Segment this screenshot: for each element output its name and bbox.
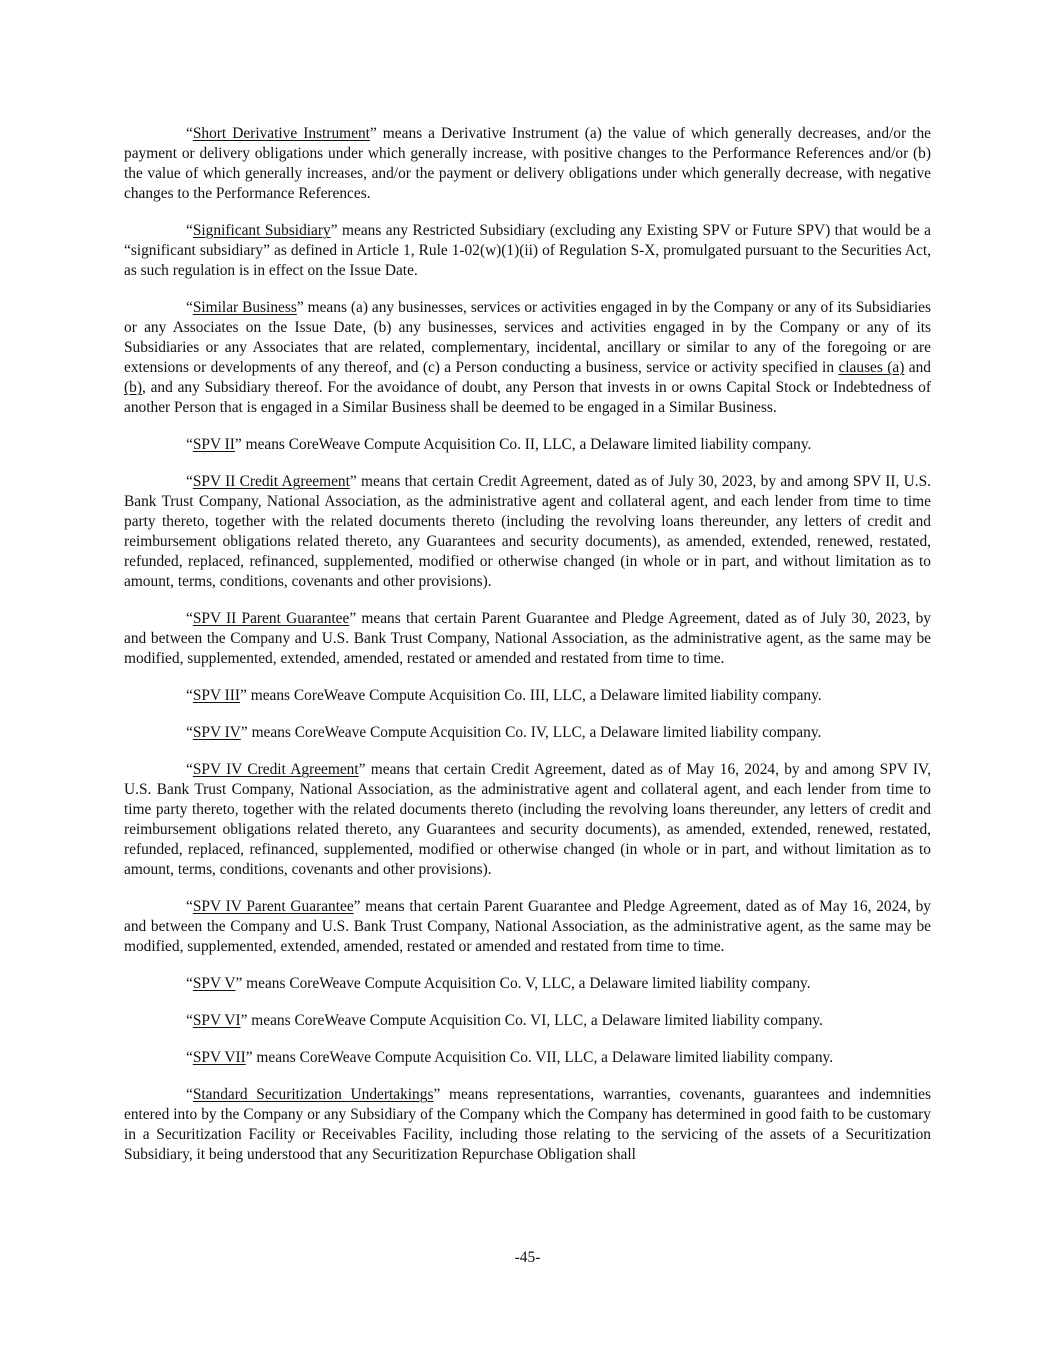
definition-significant-subsidiary [124, 221, 931, 281]
definition-spv-iii [124, 686, 931, 706]
definition-text: means representations, warranties, covenants, guarantees and indemnities entered into by the Company or any Subsidiary of the Company which the Company has determined in good faith to be customary in a Securitization Facility or Receivables Facility, including those relating to the servicing of the assets of a Securitization Subsidiary, it being understood that any Securitization Repurchase Obligation shall [124, 1086, 931, 1163]
definition-spv-iv-parent-guarantee [124, 897, 931, 957]
close-quote: ” [234, 436, 242, 453]
defined-term: SPV IV Parent Guarantee [192, 898, 354, 915]
definition-text: means (a) any businesses, services or activities engaged in by the Company or any of its Subsidiaries or any Associates on the Issue Date, (b) any businesses, services and activities engaged in by the Company or any of its Subsidiaries or any Associates that are related, complementary, incidental, ancillary or similar to any of the foregoing or are extensions or developments of any thereof, and (c) a Person conducting a business, service or activity specified in [124, 299, 931, 376]
defined-term: SPV II Credit Agreement [192, 473, 350, 490]
close-quote: ” [369, 125, 377, 142]
defined-term: Short Derivative Instrument [192, 125, 370, 142]
close-quote: ” [358, 761, 366, 778]
open-quote: “ [186, 473, 193, 490]
open-quote: “ [186, 975, 193, 992]
definition-text: means that certain Parent Guarantee and Pledge Agreement, dated as of July 30, 2023, by and between the Company and U.S. Bank Trust Company, National Association, as the administrative agent, as the same may be modified, supplemented, extended, amended, restated or amended and restated from time to time. [124, 610, 931, 667]
close-quote: ” [240, 724, 248, 741]
open-quote: “ [186, 1049, 193, 1066]
defined-term: Significant Subsidiary [192, 222, 331, 239]
definition-short-derivative-instrument [124, 124, 931, 204]
definition-spv-iv [124, 723, 931, 743]
definition-spv-ii-parent-guarantee [124, 609, 931, 669]
defined-term: SPV VI [192, 1012, 241, 1029]
definition-text: means CoreWeave Compute Acquisition Co. V, LLC, a Delaware limited liability company. [242, 975, 811, 992]
defined-term: SPV IV Credit Agreement [192, 761, 359, 778]
open-quote: “ [186, 125, 193, 142]
open-quote: “ [186, 299, 193, 316]
close-quote: ” [330, 222, 338, 239]
definition-spv-ii-credit-agreement [124, 472, 931, 592]
defined-term: SPV V [192, 975, 236, 992]
open-quote: “ [186, 222, 193, 239]
defined-term: SPV II Parent Guarantee [192, 610, 350, 627]
close-quote: ” [433, 1086, 441, 1103]
definition-text: means CoreWeave Compute Acquisition Co. IV, LLC, a Delaware limited liability company. [247, 724, 822, 741]
open-quote: “ [186, 1012, 193, 1029]
definition-text: means CoreWeave Compute Acquisition Co. VI, LLC, a Delaware limited liability company. [247, 1012, 823, 1029]
close-quote: ” [240, 687, 247, 704]
defined-term: Standard Securitization Undertakings [192, 1086, 434, 1103]
close-quote: ” [235, 975, 243, 992]
definition-spv-vii [124, 1048, 931, 1068]
defined-term: Similar Business [192, 299, 297, 316]
definition-similar-business [124, 298, 931, 418]
open-quote: “ [186, 1086, 193, 1103]
close-quote: ” [240, 1012, 248, 1029]
open-quote: “ [186, 898, 193, 915]
definition-spv-vi [124, 1011, 931, 1031]
open-quote: “ [186, 610, 193, 627]
close-quote: ” [349, 610, 357, 627]
definition-text-end: , and any Subsidiary thereof. For the avoidance of doubt, any Person that invests in or owns Capital Stock or Indebtedness of another Person that is engaged in a Similar Business shall be deemed to be engaged in a Similar Business. [124, 379, 931, 416]
definition-text: means that certain Credit Agreement, dated as of July 30, 2023, by and among SPV II, U.S. Bank Trust Company, National Association, as the administrative agent and collateral agent, and each lender from time to time party thereto, together with the related documents thereto (including the revolving loans thereunder, any letters of credit and reimbursement obligations related thereto, any Guarantees and security documents), as amended, extended, renewed, restated, refunded, replaced, refinanced, supplemented, modified or otherwise changed (in whole or in part, and without limitation as to amount, terms, conditions, covenants and other provisions). [124, 473, 931, 590]
definition-spv-ii [124, 435, 931, 455]
definition-text: means any Restricted Subsidiary (excluding any Existing SPV or Future SPV) that would be a “significant subsidiary” as defined in Article 1, Rule 1-02(w)(1)(ii) of Regulation S-X, promulgated pursuant to the Securities Act, as such regulation is in effect on the Issue Date. [124, 222, 931, 279]
defined-term: SPV IV [192, 724, 241, 741]
open-quote: “ [186, 436, 193, 453]
close-quote: ” [353, 898, 361, 915]
open-quote: “ [186, 687, 193, 704]
definition-text-mid: and [904, 359, 932, 376]
clause-reference-b: (b) [124, 379, 142, 396]
close-quote: ” [349, 473, 357, 490]
clause-reference-a: clauses (a) [838, 359, 905, 376]
definition-standard-securitization-undertakings [124, 1085, 931, 1165]
defined-term: SPV III [192, 687, 241, 704]
close-quote: ” [296, 299, 304, 316]
close-quote: ” [245, 1049, 253, 1066]
definition-spv-iv-credit-agreement [124, 760, 931, 880]
definition-text: means that certain Parent Guarantee and Pledge Agreement, dated as of May 16, 2024, by and between the Company and U.S. Bank Trust Company, National Association, as the administrative agent, as the same may be modified, supplemented, extended, amended, restated or amended and restated from time to time. [124, 898, 931, 955]
open-quote: “ [186, 724, 193, 741]
definition-text: means a Derivative Instrument (a) the value of which generally decreases, and/or the payment or delivery obligations under which generally increase, with positive changes to the Performance References and/or (b) the value of which generally increases, and/or the payment or delivery obligations under which generally decrease, with negative changes to the Performance References. [124, 125, 931, 202]
definition-text: means that certain Credit Agreement, dated as of May 16, 2024, by and among SPV IV, U.S. Bank Trust Company, National Association, as the administrative agent and collateral agent, and each lender from time to time party thereto, together with the related documents thereto (including the revolving loans thereunder, any letters of credit and reimbursement obligations related thereto, any Guarantees and security documents), as amended, extended, renewed, restated, refunded, replaced, refinanced, supplemented, modified or otherwise changed (in whole or in part, and without limitation as to amount, terms, conditions, covenants and other provisions). [124, 761, 931, 878]
defined-term: SPV VII [192, 1049, 246, 1066]
defined-term: SPV II [192, 436, 235, 453]
definition-spv-v [124, 974, 931, 994]
definition-text: means CoreWeave Compute Acquisition Co. VII, LLC, a Delaware limited liability company. [252, 1049, 834, 1066]
document-page [124, 124, 931, 1182]
open-quote: “ [186, 761, 193, 778]
definition-text: means CoreWeave Compute Acquisition Co. II, LLC, a Delaware limited liability company. [241, 436, 812, 453]
page-number: -45- [514, 1249, 541, 1266]
definition-text: means CoreWeave Compute Acquisition Co. III, LLC, a Delaware limited liability company. [246, 687, 822, 704]
